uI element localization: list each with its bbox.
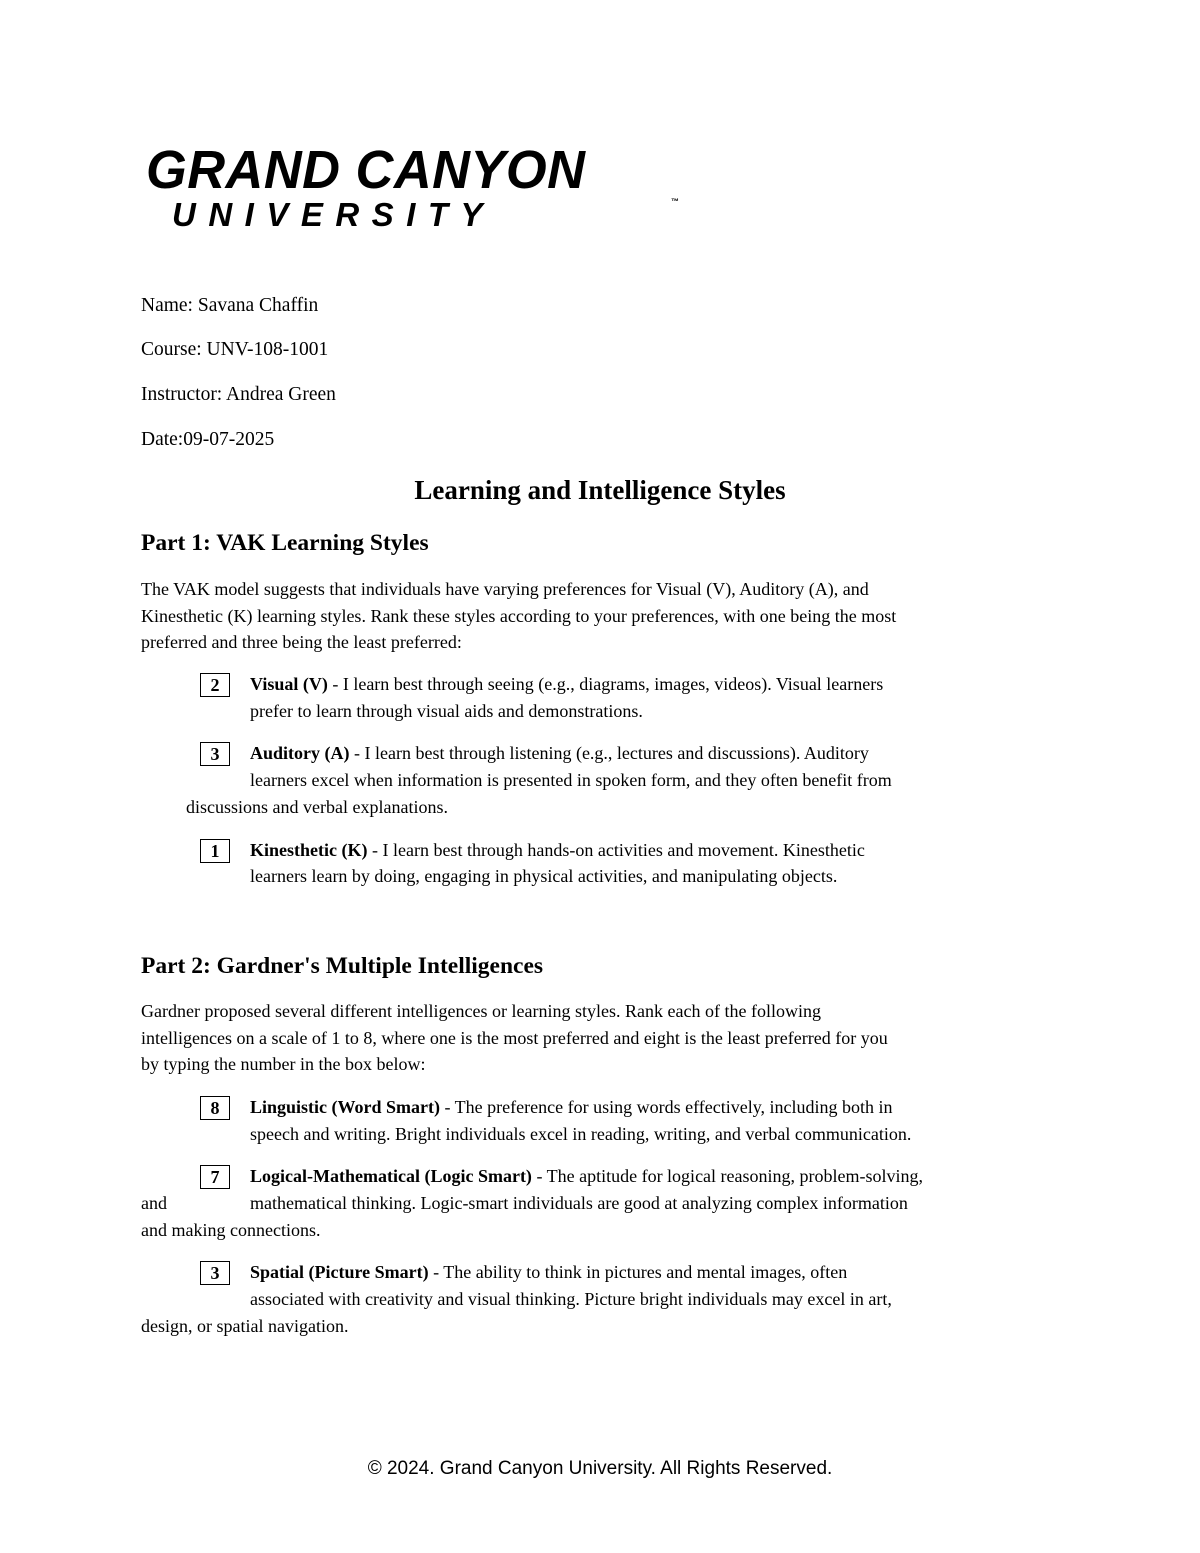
copyright-footer: © 2024. Grand Canyon University. All Rights Reserved. (367, 1458, 833, 1479)
instructor-name: Instructor: Andrea Green (141, 384, 336, 405)
item-line: speech and writing. Bright individuals excel in reading, writing, and verbal communication. (250, 1124, 912, 1144)
course-code: Course: UNV-108-1001 (141, 339, 329, 360)
university-logo (146, 140, 679, 240)
rank-box-spatial[interactable]: 3 (200, 1261, 230, 1285)
item-line (250, 1094, 893, 1121)
item-line: and making connections. (141, 1219, 321, 1240)
item-desc: - The preference for using words effectively, including both in (440, 1097, 893, 1117)
student-name: Name: Savana Chaffin (141, 295, 319, 316)
item-line: prefer to learn through visual aids and demonstrations. (250, 700, 643, 721)
logo-line-2: UNIVERSITY (172, 196, 496, 233)
part2-intro-line: Gardner proposed several different intelligences or learning styles. Rank each of the following (141, 1001, 821, 1021)
rank-box-logical[interactable]: 7 (200, 1165, 230, 1189)
item-line (250, 837, 865, 864)
item-label: Auditory (A) (250, 743, 350, 763)
part2-heading: Part 2: Gardner's Multiple Intelligences (141, 953, 544, 979)
part1-heading: Part 1: VAK Learning Styles (141, 530, 429, 556)
item-label: Visual (V) (250, 674, 328, 694)
item-label: Logical-Mathematical (Logic Smart) (250, 1166, 532, 1186)
item-label: Spatial (Picture Smart) (250, 1262, 429, 1282)
rank-box-auditory[interactable]: 3 (200, 742, 230, 766)
rank-box-kinesthetic[interactable]: 1 (200, 839, 230, 863)
submission-date: Date:09-07-2025 (141, 429, 275, 450)
part2-intro (141, 998, 1061, 1078)
document-title: Learning and Intelligence Styles (414, 475, 786, 505)
item-line (250, 671, 883, 698)
item-line-prefix: and (141, 1193, 167, 1213)
part1-intro (141, 576, 1061, 656)
logo-line-1: GRAND CANYON (146, 140, 586, 200)
part1-intro-line: preferred and three being the least preferred: (141, 632, 462, 652)
item-line: design, or spatial navigation. (141, 1316, 349, 1336)
item-label: Linguistic (Word Smart) (250, 1097, 441, 1117)
item-line (250, 1163, 923, 1190)
item-line: mathematical thinking. Logic-smart individuals are good at analyzing complex information (250, 1193, 908, 1213)
rank-box-linguistic[interactable]: 8 (200, 1096, 230, 1120)
rank-box-visual[interactable]: 2 (200, 673, 230, 697)
item-line: learners excel when information is presented in spoken form, and they often benefit from (250, 770, 892, 790)
logo-trademark: ™ (671, 197, 679, 206)
item-line: learners learn by doing, engaging in physical activities, and manipulating objects. (250, 866, 838, 886)
part1-intro-line: Kinesthetic (K) learning styles. Rank these styles according to your preferences, with one being the most (141, 605, 897, 626)
part1-intro-line: The VAK model suggests that individuals have varying preferences for Visual (V), Auditory (A), and (141, 579, 869, 599)
part2-intro-line: by typing the number in the box below: (141, 1054, 426, 1074)
item-label: Kinesthetic (K) (250, 840, 368, 860)
item-desc: - I learn best through listening (e.g., lectures and discussions). Auditory (349, 743, 869, 763)
item-line (250, 740, 869, 767)
item-line: associated with creativity and visual thinking. Picture bright individuals may excel in art, (250, 1289, 892, 1309)
item-desc: - The aptitude for logical reasoning, problem-solving, (531, 1166, 924, 1186)
item-desc: - The ability to think in pictures and mental images, often (428, 1262, 848, 1282)
item-desc: - I learn best through seeing (e.g., diagrams, images, videos). Visual learners (327, 674, 884, 694)
part2-intro-line: intelligences on a scale of 1 to 8, where one is the most preferred and eight is the least preferred for you (141, 1027, 888, 1048)
item-desc: - I learn best through hands-on activities and movement. Kinesthetic (367, 840, 865, 860)
item-line (250, 1259, 847, 1286)
item-line: discussions and verbal explanations. (186, 796, 448, 817)
